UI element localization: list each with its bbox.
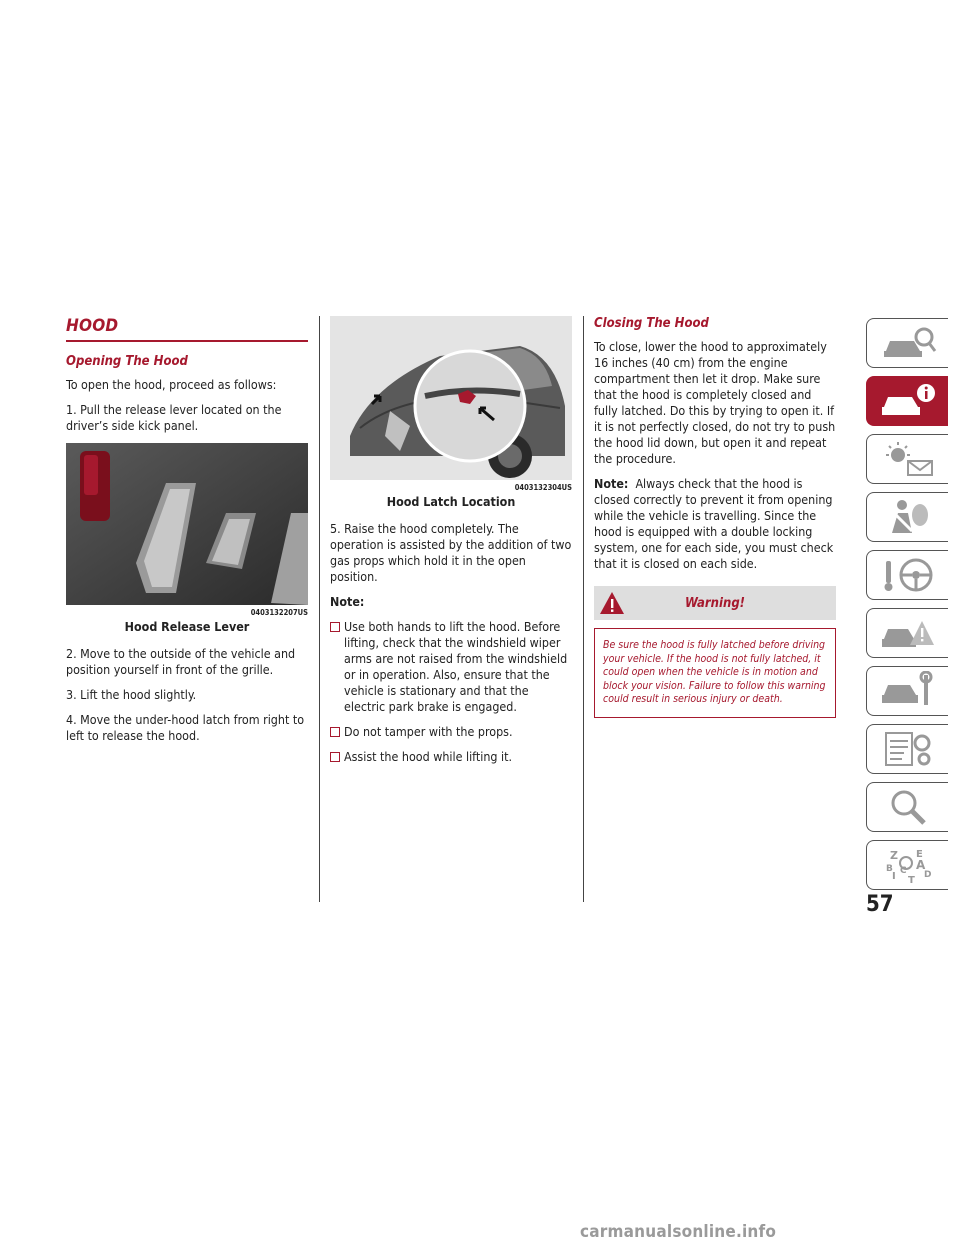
note-label: Note: xyxy=(330,594,365,609)
bullet-box-icon xyxy=(330,622,340,632)
closing-text: To close, lower the hood to approximately 16 inches (40 cm) from the engine compartment then let it drop. Make sure that the hood is completely closed and fully latched. Do this by trying to open it. If it is not perfectly closed, do not try to push the hood lid down, but open it and repeat the procedure. xyxy=(594,339,836,466)
column-left xyxy=(66,316,308,753)
tab-car-info[interactable] xyxy=(866,376,948,426)
note-bullet: Assist the hood while lifting it. xyxy=(330,749,572,765)
tab-steering-wheel[interactable] xyxy=(866,550,948,600)
car-service-icon xyxy=(878,671,938,711)
opening-intro: To open the hood, proceed as follows: xyxy=(66,377,277,392)
figure-code: 0403132304US xyxy=(514,483,572,492)
tab-car-service[interactable] xyxy=(866,666,948,716)
svg-text:D: D xyxy=(923,870,931,880)
warning-body: Be sure the hood is fully latched before driving your vehicle. If the hood is not fully latched, it could open when the vehicle is in motion and block your vision. Failure to follow this warning could result in serious injury or death. xyxy=(594,628,836,718)
car-search-icon xyxy=(878,323,938,363)
bullet-box-icon xyxy=(330,752,340,762)
chapter-tabs xyxy=(866,318,948,898)
car-info-icon xyxy=(878,381,938,421)
warning-title: Warning! xyxy=(684,595,746,611)
car-front-illustration xyxy=(330,316,572,480)
tab-index[interactable] xyxy=(866,840,948,890)
svg-text:E: E xyxy=(915,849,923,860)
tab-car-search[interactable] xyxy=(866,318,948,368)
page-number: 57 xyxy=(866,892,894,917)
tab-specifications[interactable] xyxy=(866,724,948,774)
figure-caption: Hood Latch Location xyxy=(386,494,516,509)
column-divider-2 xyxy=(583,316,584,902)
step-3: 3. Lift the hood slightly. xyxy=(66,687,197,702)
column-divider-1 xyxy=(319,316,320,902)
step-1: 1. Pull the release lever located on the driver’s side kick panel. xyxy=(66,402,282,433)
column-middle xyxy=(330,316,572,774)
column-right xyxy=(594,316,836,718)
hood-release-lever-figure xyxy=(66,443,308,617)
step-4: 4. Move the under-hood latch from right to left to release the hood. xyxy=(66,712,305,743)
specifications-icon xyxy=(878,729,938,769)
tab-car-emergency[interactable] xyxy=(866,608,948,658)
svg-text:Z: Z xyxy=(889,849,898,862)
tab-dashboard-lights[interactable] xyxy=(866,434,948,484)
search-icon xyxy=(878,787,938,827)
tab-airbag-safety[interactable] xyxy=(866,492,948,542)
note-label: Note: xyxy=(594,476,629,491)
section-title: HOOD xyxy=(66,316,308,342)
hood-latch-location-figure xyxy=(330,316,572,492)
step-5: 5. Raise the hood completely. The operation is assisted by the addition of two gas props which hold it in the open position. xyxy=(330,521,572,584)
note-bullet: Use both hands to lift the hood. Before lifting, check that the windshield wiper arms are not raised from the windshield or in operation. Also, ensure that the vehicle is stationary and that the electric park brake is engaged. xyxy=(330,619,572,715)
svg-text:C: C xyxy=(899,866,907,876)
svg-text:A: A xyxy=(915,858,925,872)
figure-code: 0403132207US xyxy=(250,608,308,617)
warning-header xyxy=(594,586,836,620)
svg-text:I: I xyxy=(891,871,896,882)
opening-heading: Opening The Hood xyxy=(66,354,188,369)
svg-text:T: T xyxy=(907,875,915,885)
tab-search[interactable] xyxy=(866,782,948,832)
pedals-illustration xyxy=(66,443,308,605)
index-icon xyxy=(878,845,938,885)
svg-text:B: B xyxy=(885,864,893,874)
figure-caption: Hood Release Lever xyxy=(124,619,250,634)
warning-triangle-icon xyxy=(599,590,625,616)
closing-heading: Closing The Hood xyxy=(594,316,709,331)
dashboard-lights-icon xyxy=(878,439,938,479)
steering-wheel-icon xyxy=(878,555,938,595)
note-bullet: Do not tamper with the props. xyxy=(330,724,572,740)
bullet-box-icon xyxy=(330,727,340,737)
footer-watermark: carmanualsonline.info xyxy=(580,1222,777,1242)
closing-note: Note: Always check that the hood is closed correctly to prevent it from opening while the vehicle is travelling. Since the hood is equipped with a double locking system, one for each side, you must check that it is closed on each side. xyxy=(594,476,834,571)
car-emergency-icon xyxy=(878,613,938,653)
airbag-safety-icon xyxy=(878,497,938,537)
step-2: 2. Move to the outside of the vehicle and position yourself in front of the grille. xyxy=(66,646,296,677)
